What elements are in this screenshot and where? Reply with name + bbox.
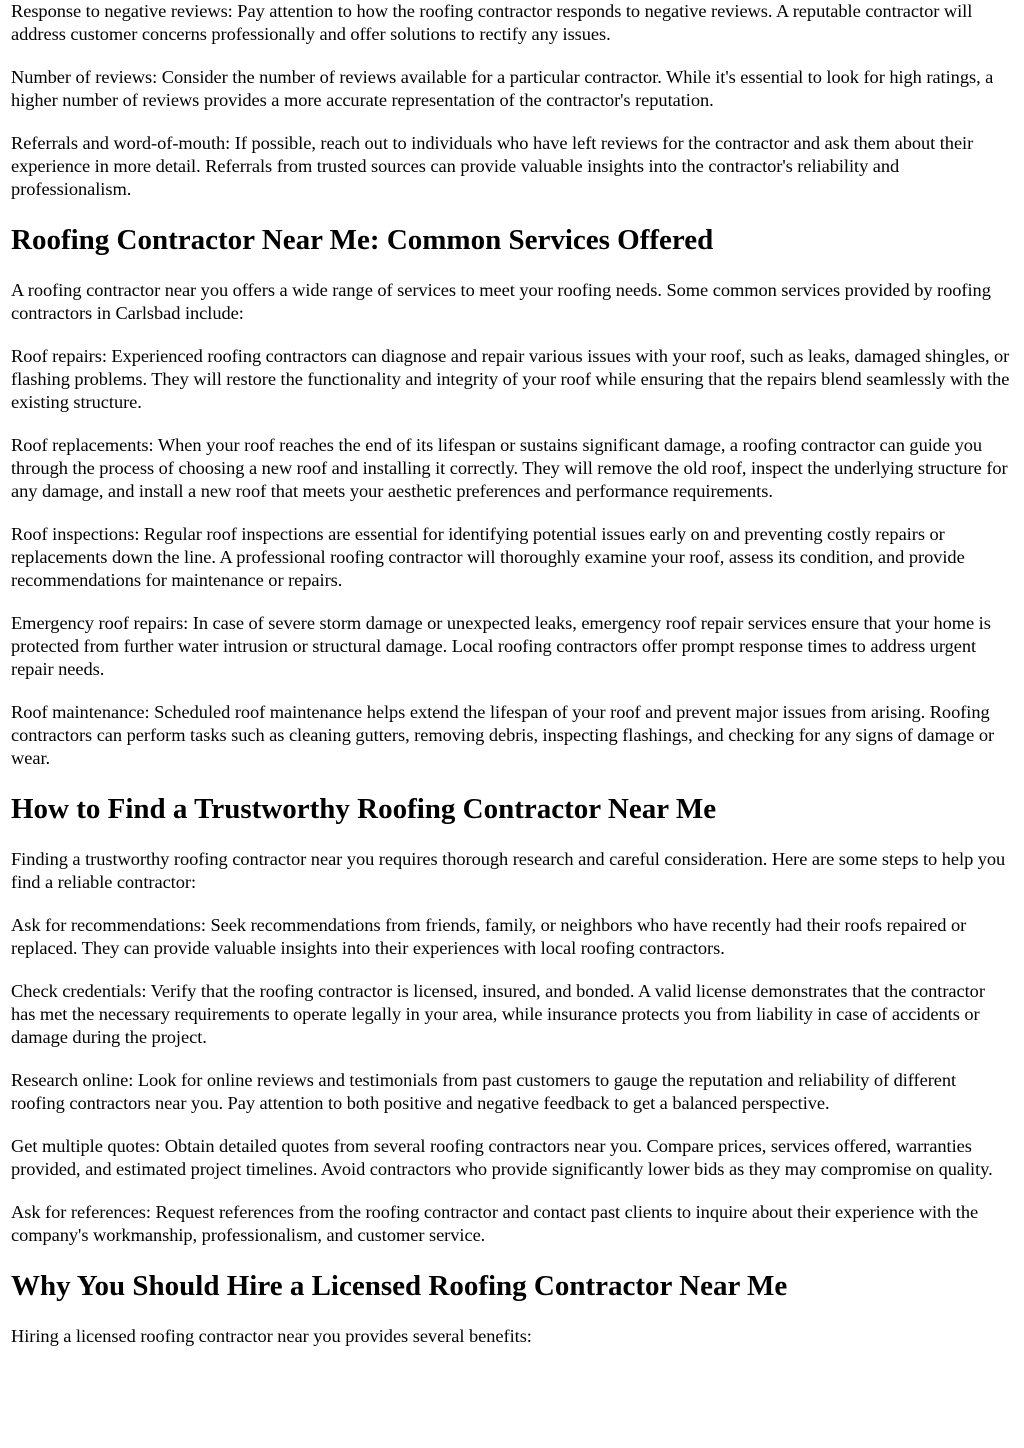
paragraph-negative-reviews: Response to negative reviews: Pay attention to how the roofing contractor responds to negative reviews. A reputable contractor will address customer concerns professionally and offer solutions to rectify any issues.: [11, 1, 973, 44]
heading-common-services: Roofing Contractor Near Me: Common Services Offered: [11, 224, 714, 256]
paragraph-multiple-quotes: Get multiple quotes: Obtain detailed quotes from several roofing contractors near you. Compare prices, services offered, warranties provided, and estimated project timelines. Avoid contractors who provide significantly lower bids as they may compromise on quality.: [11, 1136, 993, 1179]
heading-licensed-contractor: Why You Should Hire a Licensed Roofing Contractor Near Me: [11, 1270, 788, 1302]
paragraph-services-intro: A roofing contractor near you offers a wide range of services to meet your roofing needs. Some common services provided by roofing contractors in Carlsbad include:: [11, 280, 991, 323]
paragraph-licensed-benefits: Hiring a licensed roofing contractor near you provides several benefits:: [11, 1326, 532, 1346]
paragraph-referrals: Referrals and word-of-mouth: If possible, reach out to individuals who have left reviews for the contractor and ask them about their experience in more detail. Referrals from trusted sources can provide valuable insights into the contractor's reliability and professionalism.: [11, 133, 974, 199]
paragraph-research-online: Research online: Look for online reviews and testimonials from past customers to gauge the reputation and reliability of different roofing contractors near you. Pay attention to both positive and negative feedback to get a balanced perspective.: [11, 1070, 957, 1113]
paragraph-emergency-repairs: Emergency roof repairs: In case of severe storm damage or unexpected leaks, emergency roof repair services ensure that your home is protected from further water intrusion or structural damage. Local roofing contractors offer prompt response times to address urgent repair needs.: [11, 613, 991, 679]
heading-find-trustworthy: How to Find a Trustworthy Roofing Contractor Near Me: [11, 793, 717, 825]
paragraph-check-credentials: Check credentials: Verify that the roofing contractor is licensed, insured, and bonded. A valid license demonstrates that the contractor has met the necessary requirements to operate legally in your area, while insurance protects you from liability in case of accidents or damage during the project.: [11, 981, 985, 1047]
paragraph-roof-maintenance: Roof maintenance: Scheduled roof maintenance helps extend the lifespan of your roof and prevent major issues from arising. Roofing contractors can perform tasks such as cleaning gutters, removing debris, inspecting flashings, and checking for any signs of damage or wear.: [11, 702, 995, 768]
paragraph-finding-intro: Finding a trustworthy roofing contractor near you requires thorough research and careful consideration. Here are some steps to help you find a reliable contractor:: [11, 849, 1006, 892]
paragraph-ask-recommendations: Ask for recommendations: Seek recommendations from friends, family, or neighbors who have recently had their roofs repaired or replaced. They can provide valuable insights into their experiences with local roofing contractors.: [11, 915, 967, 958]
paragraph-roof-inspections: Roof inspections: Regular roof inspections are essential for identifying potential issues early on and preventing costly repairs or replacements down the line. A professional roofing contractor will thoroughly examine your roof, assess its condition, and provide recommendations for maintenance or repairs.: [11, 524, 965, 590]
paragraph-roof-repairs: Roof repairs: Experienced roofing contractors can diagnose and repair various issues with your roof, such as leaks, damaged shingles, or flashing problems. They will restore the functionality and integrity of your roof while ensuring that the repairs blend seamlessly with the existing structure.: [11, 346, 1010, 412]
paragraph-ask-references: Ask for references: Request references from the roofing contractor and contact past clients to inquire about their experience with the company's workmanship, professionalism, and customer service.: [11, 1202, 979, 1245]
paragraph-number-of-reviews: Number of reviews: Consider the number of reviews available for a particular contractor. While it's essential to look for high ratings, a higher number of reviews provides a more accurate representation of the contractor's reputation.: [11, 67, 994, 110]
paragraph-roof-replacements: Roof replacements: When your roof reaches the end of its lifespan or sustains significant damage, a roofing contractor can guide you through the process of choosing a new roof and installing it correctly. They will remove the old roof, inspect the underlying structure for any damage, and install a new roof that meets your aesthetic preferences and performance requirements.: [11, 435, 1008, 501]
